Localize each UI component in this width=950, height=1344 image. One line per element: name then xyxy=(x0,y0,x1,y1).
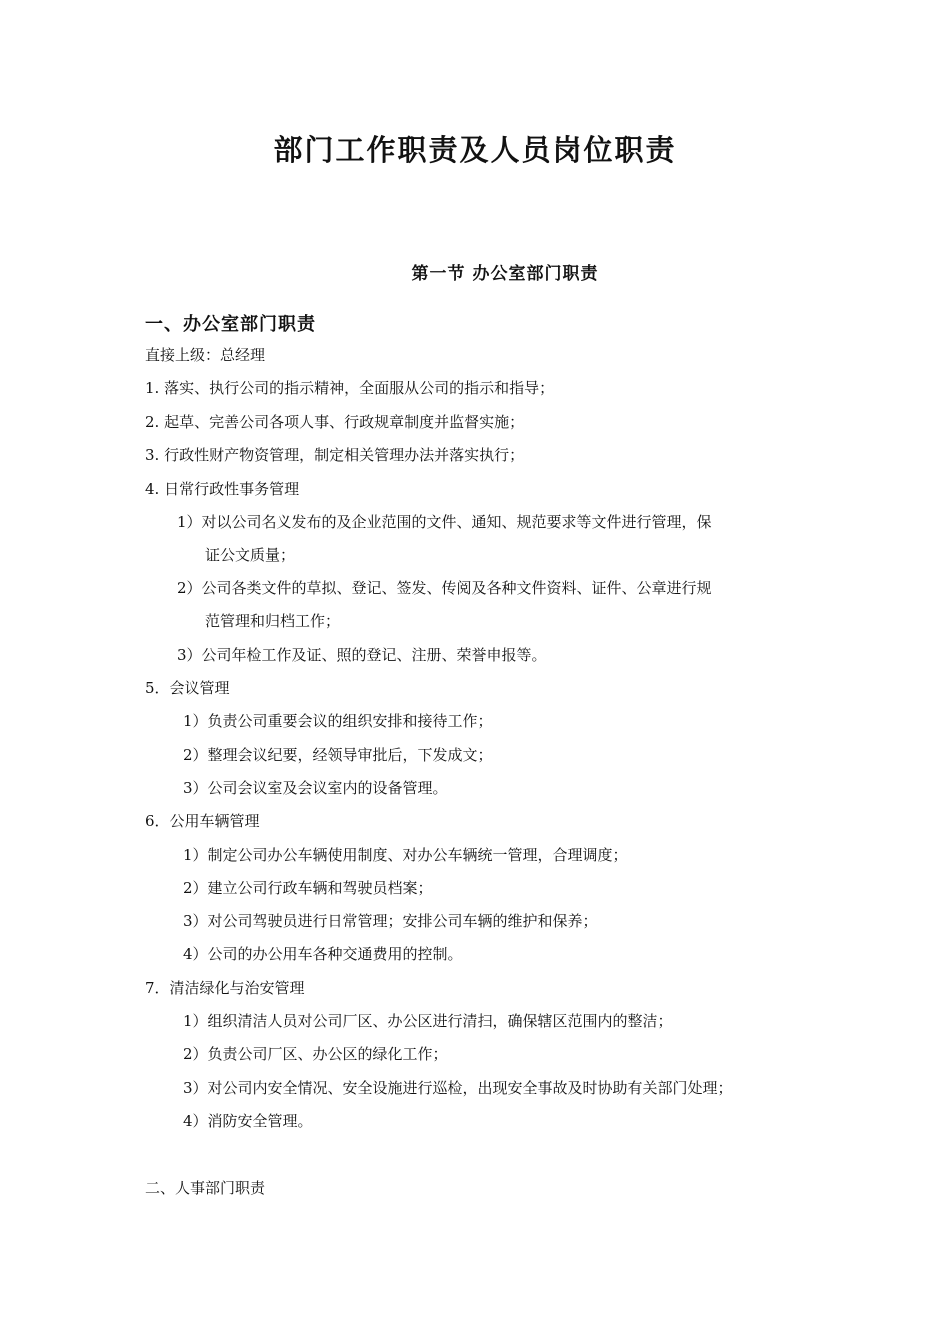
list-item: 5．会议管理 xyxy=(145,679,230,697)
sub-list-item: 3）对公司内安全情况、安全设施进行巡检，出现安全事故及时协助有关部门处理； xyxy=(183,1079,733,1097)
supervisor-line: 直接上级：总经理 xyxy=(145,346,266,364)
sub-list-item: 4）公司的办公用车各种交通费用的控制。 xyxy=(183,945,463,963)
sub-list-item: 1）对以公司名义发布的及企业范围的文件、通知、规范要求等文件进行管理，保 xyxy=(177,513,712,531)
list-item: 4. 日常行政性事务管理 xyxy=(145,480,300,498)
list-item: 2. 起草、完善公司各项人事、行政规章制度并监督实施； xyxy=(145,413,525,431)
sub-list-item: 2）公司各类文件的草拟、登记、签发、传阅及各种文件资料、证件、公章进行规 xyxy=(177,579,712,597)
sub-list-item: 3）公司年检工作及证、照的登记、注册、荣誉申报等。 xyxy=(177,646,547,664)
sub-list-item: 1）组织清洁人员对公司厂区、办公区进行清扫，确保辖区范围内的整洁； xyxy=(183,1012,673,1030)
list-item: 6．公用车辆管理 xyxy=(145,812,260,830)
sub-list-item-continuation: 范管理和归档工作； xyxy=(205,612,341,630)
document-title: 部门工作职责及人员岗位职责 xyxy=(273,133,677,167)
sub-list-item: 2）建立公司行政车辆和驾驶员档案； xyxy=(183,879,433,897)
sub-list-item: 4）消防安全管理。 xyxy=(183,1112,313,1130)
sub-list-item: 1）制定公司办公车辆使用制度、对办公车辆统一管理，合理调度； xyxy=(183,846,628,864)
sub-list-item-continuation: 证公文质量； xyxy=(205,546,296,564)
list-item: 1. 落实、执行公司的指示精神，全面服从公司的指示和指导； xyxy=(145,379,555,397)
sub-list-item: 2）负责公司厂区、办公区的绿化工作； xyxy=(183,1045,448,1063)
sub-list-item: 2）整理会议纪要，经领导审批后，下发成文； xyxy=(183,746,493,764)
sub-list-item: 3）公司会议室及会议室内的设备管理。 xyxy=(183,779,448,797)
sub-list-item: 1）负责公司重要会议的组织安排和接待工作； xyxy=(183,712,493,730)
part-two-heading: 二、人事部门职责 xyxy=(145,1179,266,1197)
sub-list-item: 3）对公司驾驶员进行日常管理；安排公司车辆的维护和保养； xyxy=(183,912,598,930)
section-title: 第一节 办公室部门职责 xyxy=(411,264,599,284)
list-item: 7．清洁绿化与治安管理 xyxy=(145,979,305,997)
list-item: 3. 行政性财产物资管理，制定相关管理办法并落实执行； xyxy=(145,446,525,464)
part-one-heading: 一、办公室部门职责 xyxy=(145,314,316,335)
